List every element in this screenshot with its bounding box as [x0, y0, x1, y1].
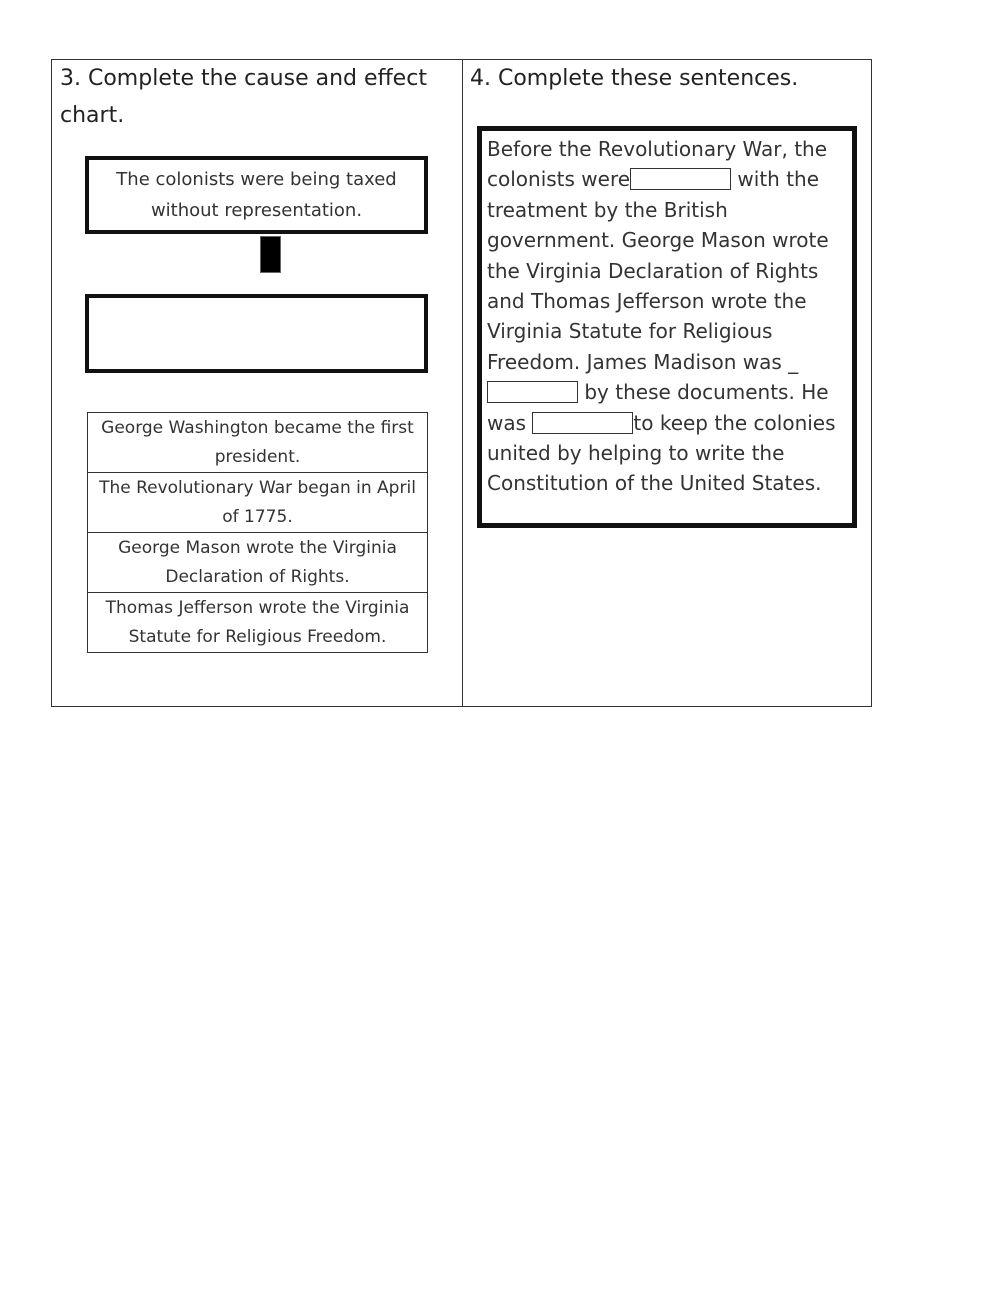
blank-input-2[interactable]: [487, 381, 578, 403]
passage-text: Before the Revolutionary War, the colonists were: [487, 137, 828, 192]
passage-text: with the treatment by the British government. George Mason wrote the Virginia Declaration of Rights and Thomas Jefferson wrote the Virginia Statute for Religious Freedom. James Madison was _: [487, 167, 829, 374]
answer-choices: [87, 412, 428, 653]
question-4-title: 4. Complete these sentences.: [470, 66, 799, 91]
passage-text: by these documents. He was: [487, 380, 829, 435]
cause-box: The colonists were being taxed without representation.: [85, 156, 428, 234]
column-divider: [462, 60, 463, 706]
fill-in-passage: [477, 126, 857, 528]
question-3-title: 3. Complete the cause and effect chart.: [60, 66, 427, 128]
answer-choice[interactable]: Thomas Jefferson wrote the Virginia Statute for Religious Freedom.: [88, 593, 428, 653]
answer-choice[interactable]: George Washington became the first president.: [88, 413, 428, 473]
worksheet-table: [51, 59, 872, 707]
arrow-connector: [260, 236, 281, 273]
effect-drop-zone[interactable]: [85, 294, 428, 373]
answer-choice[interactable]: George Mason wrote the Virginia Declaration of Rights.: [88, 533, 428, 593]
answer-choice[interactable]: The Revolutionary War began in April of 1775.: [88, 473, 428, 533]
passage-text: to keep the colonies united by helping to write the Constitution of the United States.: [487, 410, 836, 496]
blank-input-3[interactable]: [532, 412, 633, 434]
blank-input-1[interactable]: [630, 168, 731, 190]
